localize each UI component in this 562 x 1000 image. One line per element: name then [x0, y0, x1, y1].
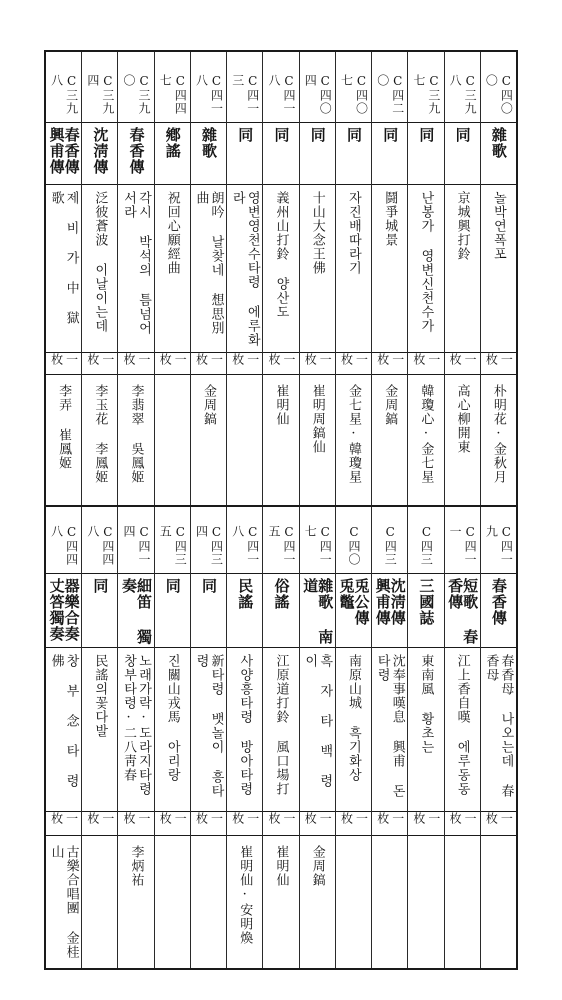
- record-quantity: 一枚: [266, 812, 296, 825]
- row-divider: [227, 184, 262, 185]
- row-divider: [408, 184, 443, 185]
- record-code: C四〇: [346, 525, 361, 566]
- row-divider: [336, 184, 371, 185]
- row-divider: [46, 835, 81, 836]
- record-title: 雜歌: [489, 127, 508, 159]
- record-performers: 朴明花·金秋月: [490, 384, 506, 484]
- record-songs: 난봉가 영변신천수가: [418, 191, 434, 333]
- row-divider: [408, 573, 443, 574]
- row-divider: [155, 122, 190, 123]
- row-divider: [227, 374, 262, 375]
- record-title: 沈淸傳: [91, 127, 110, 175]
- record-code: C四一四: [122, 525, 152, 566]
- row-divider: [445, 835, 480, 836]
- record-songs: 江上香自嘆 에루동동: [454, 654, 470, 796]
- record-songs: 창 부 念 타 령 佛: [48, 654, 79, 788]
- record-performers: [82, 837, 117, 965]
- row-divider: [191, 184, 226, 185]
- record-column: [371, 52, 407, 505]
- record-title: 同: [236, 127, 255, 143]
- record-code: C四三五: [158, 525, 188, 566]
- row-divider: [408, 835, 443, 836]
- record-code: C三九八: [49, 74, 79, 115]
- record-column: [299, 52, 335, 505]
- record-column: [444, 507, 480, 968]
- record-songs: 義州山打鈴 양산도: [273, 191, 289, 319]
- record-column: [81, 507, 117, 968]
- record-title: 春香傳 興甫傳: [47, 127, 81, 175]
- record-code: C四四八: [85, 525, 115, 566]
- record-songs: 영변영천수타령 에루화라: [229, 191, 260, 347]
- record-quantity: 一枚: [339, 353, 369, 366]
- record-code: C四一三: [230, 74, 260, 115]
- row-divider: [191, 647, 226, 648]
- row-divider: [445, 573, 480, 574]
- row-divider: [118, 835, 153, 836]
- record-performers: 金周鎬: [309, 845, 325, 887]
- row-divider: [408, 374, 443, 375]
- record-quantity: 一枚: [49, 353, 79, 366]
- record-title: 細笛 獨奏: [120, 578, 154, 645]
- row-divider: [82, 122, 117, 123]
- record-performers: 崔明周鎬仙: [309, 384, 325, 454]
- record-title: 鄕謠: [163, 127, 182, 159]
- row-divider: [191, 573, 226, 574]
- record-quantity: 一枚: [303, 353, 333, 366]
- row-divider: [481, 374, 516, 375]
- record-songs: 沈奉事嘆息 興甫 돈타령: [374, 654, 405, 798]
- record-column: [262, 52, 298, 505]
- record-column: [407, 507, 443, 968]
- record-performers: 金周鎬: [201, 384, 217, 426]
- row-divider: [155, 647, 190, 648]
- record-performers: [191, 837, 226, 965]
- record-title: 同: [200, 578, 219, 594]
- record-title: 雜歌 南道: [301, 578, 335, 645]
- row-divider: [46, 122, 81, 123]
- row-divider: [82, 835, 117, 836]
- record-code: C四二〇: [375, 74, 405, 115]
- record-column: [46, 507, 81, 968]
- record-performers: 李玉花 李鳳姬: [92, 384, 108, 484]
- record-quantity: 一枚: [411, 353, 441, 366]
- record-column: [371, 507, 407, 968]
- catalog-page: [44, 50, 518, 970]
- row-divider: [481, 184, 516, 185]
- row-divider: [191, 835, 226, 836]
- record-performers: [155, 376, 190, 504]
- row-divider: [155, 184, 190, 185]
- record-songs: 鬪爭城景: [382, 191, 398, 247]
- row-divider: [300, 374, 335, 375]
- row-divider: [445, 122, 480, 123]
- record-quantity: 一枚: [85, 353, 115, 366]
- record-quantity: 一枚: [448, 812, 478, 825]
- row-divider: [372, 374, 407, 375]
- record-songs: 진關山戎馬 아리랑: [164, 654, 180, 782]
- row-divider: [372, 122, 407, 123]
- record-performers: [408, 837, 443, 965]
- record-songs: 자진배따라기: [345, 191, 361, 275]
- record-performers: 古樂合唱團 金桂山: [48, 845, 79, 959]
- row-divider: [372, 835, 407, 836]
- record-code: C四一九: [484, 525, 514, 566]
- row-divider: [481, 835, 516, 836]
- record-quantity: 一枚: [266, 353, 296, 366]
- record-title: 同: [272, 127, 291, 143]
- row-divider: [191, 374, 226, 375]
- record-title: 同: [417, 127, 436, 143]
- row-divider: [372, 184, 407, 185]
- row-divider: [263, 374, 298, 375]
- row-divider: [445, 374, 480, 375]
- row-divider: [82, 573, 117, 574]
- record-quantity: 一枚: [411, 812, 441, 825]
- record-songs: 놀박연폭포: [490, 191, 506, 261]
- row-divider: [82, 374, 117, 375]
- row-divider: [445, 184, 480, 185]
- record-performers: [445, 837, 480, 965]
- record-songs: 사양흥타령 방아타령: [237, 654, 253, 796]
- row-divider: [300, 647, 335, 648]
- row-divider: [46, 184, 81, 185]
- record-code: C四一一: [448, 525, 478, 566]
- record-title: 器樂合奏 丈答獨奏: [47, 578, 81, 642]
- record-title: 同: [163, 578, 182, 594]
- row-divider: [155, 835, 190, 836]
- record-code: C四四八: [49, 525, 79, 566]
- record-column: [262, 507, 298, 968]
- record-code: C三九四: [85, 74, 115, 115]
- record-quantity: 一枚: [194, 812, 224, 825]
- record-title: 沈淸傳 興甫傳: [373, 578, 407, 626]
- record-title: 同: [344, 127, 363, 143]
- record-code: C四〇〇: [484, 74, 514, 115]
- record-songs: 新타령 뱃놀이 흥타령: [193, 654, 224, 798]
- record-title: 俗謠: [272, 578, 291, 610]
- record-quantity: 一枚: [484, 353, 514, 366]
- record-column: [154, 52, 190, 505]
- record-songs: 十山大念王佛: [309, 191, 325, 275]
- record-column: [335, 507, 371, 968]
- row-divider: [118, 647, 153, 648]
- record-code: C三九八: [448, 74, 478, 115]
- record-songs: 朗吟 날찾네 想思別曲: [193, 191, 224, 335]
- row-divider: [263, 835, 298, 836]
- row-divider: [263, 647, 298, 648]
- record-quantity: 一枚: [448, 353, 478, 366]
- row-divider: [336, 374, 371, 375]
- row-divider: [227, 647, 262, 648]
- row-divider: [336, 122, 371, 123]
- record-code: C四一八: [194, 74, 224, 115]
- record-songs: 江原道打鈴 風口場打: [273, 654, 289, 796]
- record-column: [81, 52, 117, 505]
- row-divider: [481, 573, 516, 574]
- record-performers: 崔明仙: [273, 384, 289, 426]
- row-divider: [336, 835, 371, 836]
- row-divider: [481, 647, 516, 648]
- record-performers: 崔明仙·安明煥: [237, 845, 253, 945]
- catalog-bottom-half: [46, 507, 516, 968]
- record-quantity: 一枚: [303, 812, 333, 825]
- record-songs: 각시 박석의 틈넘어서라: [121, 191, 152, 335]
- row-divider: [300, 835, 335, 836]
- row-divider: [372, 647, 407, 648]
- record-column: [335, 52, 371, 505]
- record-performers: [155, 837, 190, 965]
- record-column: [299, 507, 335, 968]
- row-divider: [263, 573, 298, 574]
- record-title: 同: [453, 127, 472, 143]
- record-title: 春香傳: [127, 127, 146, 175]
- record-quantity: 一枚: [158, 812, 188, 825]
- row-divider: [82, 184, 117, 185]
- record-songs: 노래가락·도라지타령 창부타령·二八靑春: [121, 654, 152, 796]
- record-quantity: 一枚: [194, 353, 224, 366]
- record-performers: 李弄 崔鳳姬: [56, 384, 72, 470]
- row-divider: [82, 647, 117, 648]
- row-divider: [118, 573, 153, 574]
- record-performers: [481, 837, 516, 965]
- record-songs: 京城興打鈴: [454, 191, 470, 261]
- record-performers: 金周鎬: [382, 384, 398, 426]
- record-performers: 韓瓊心·金七星: [418, 384, 434, 484]
- record-code: C四〇四: [303, 74, 333, 115]
- record-code: C四四七: [158, 74, 188, 115]
- record-performers: 崔明仙: [273, 845, 289, 887]
- record-code: C三九〇: [122, 74, 152, 115]
- row-divider: [445, 647, 480, 648]
- record-title: 春香傳: [489, 578, 508, 626]
- record-title: 同: [91, 578, 110, 594]
- row-divider: [300, 573, 335, 574]
- record-code: C四一七: [303, 525, 333, 566]
- record-quantity: 一枚: [122, 812, 152, 825]
- record-quantity: 一枚: [122, 353, 152, 366]
- row-divider: [336, 573, 371, 574]
- record-songs: 春香母 나오는데 春香母: [483, 654, 514, 798]
- record-quantity: 一枚: [158, 353, 188, 366]
- catalog-top-half: [46, 52, 516, 507]
- record-performers: 金七星·韓瓊星: [345, 384, 361, 484]
- record-column: [480, 52, 516, 505]
- row-divider: [263, 122, 298, 123]
- record-column: [226, 52, 262, 505]
- record-code: C三九七: [411, 74, 441, 115]
- record-column: [226, 507, 262, 968]
- row-divider: [227, 122, 262, 123]
- row-divider: [372, 573, 407, 574]
- record-code: C四三四: [194, 525, 224, 566]
- record-column: [117, 52, 153, 505]
- record-performers: [336, 837, 371, 965]
- record-title: 三國誌: [417, 578, 436, 626]
- record-title: 兎公傳 兎鼈: [337, 578, 371, 626]
- record-code: C四三: [383, 525, 398, 566]
- record-title: 短歌 春香傳: [446, 578, 480, 645]
- record-quantity: 一枚: [85, 812, 115, 825]
- record-code: C四一五: [266, 525, 296, 566]
- record-column: [480, 507, 516, 968]
- row-divider: [263, 184, 298, 185]
- record-quantity: 一枚: [230, 353, 260, 366]
- record-quantity: 一枚: [375, 353, 405, 366]
- row-divider: [155, 573, 190, 574]
- record-title: 同: [308, 127, 327, 143]
- record-quantity: 一枚: [339, 812, 369, 825]
- row-divider: [300, 122, 335, 123]
- record-performers: [227, 376, 262, 504]
- record-performers: 李炳祐: [128, 845, 144, 887]
- row-divider: [155, 374, 190, 375]
- record-songs: 泛彼蒼波 이날이는데: [92, 191, 108, 333]
- record-songs: 제 비 가 中 獄 歌: [48, 191, 79, 325]
- record-quantity: 一枚: [375, 812, 405, 825]
- record-songs: 東南風 황초는: [418, 654, 434, 754]
- record-code: C四三: [419, 525, 434, 566]
- record-title: 同: [381, 127, 400, 143]
- record-quantity: 一枚: [484, 812, 514, 825]
- record-songs: 祝回心願經曲: [164, 191, 180, 275]
- record-title: 雜歌: [200, 127, 219, 159]
- record-performers: 李翡翠 吳鳳姬: [128, 384, 144, 484]
- row-divider: [118, 184, 153, 185]
- row-divider: [408, 647, 443, 648]
- row-divider: [227, 835, 262, 836]
- record-songs: 民謠의꽃다발: [92, 654, 108, 738]
- record-code: C四一八: [266, 74, 296, 115]
- record-column: [444, 52, 480, 505]
- row-divider: [336, 647, 371, 648]
- record-column: [407, 52, 443, 505]
- record-performers: [372, 837, 407, 965]
- record-performers: 高心柳開東: [454, 384, 470, 454]
- row-divider: [227, 573, 262, 574]
- row-divider: [300, 184, 335, 185]
- record-quantity: 一枚: [230, 812, 260, 825]
- row-divider: [118, 374, 153, 375]
- record-code: C四一八: [230, 525, 260, 566]
- record-songs: 흑 자 타 백 령 이: [302, 654, 333, 788]
- row-divider: [118, 122, 153, 123]
- record-title: 民謠: [236, 578, 255, 610]
- record-songs: 南原山城 흑기화상: [345, 654, 361, 782]
- row-divider: [191, 122, 226, 123]
- row-divider: [408, 122, 443, 123]
- record-column: [46, 52, 81, 505]
- row-divider: [46, 374, 81, 375]
- record-column: [154, 507, 190, 968]
- record-quantity: 一枚: [49, 812, 79, 825]
- row-divider: [46, 573, 81, 574]
- row-divider: [481, 122, 516, 123]
- record-code: C四〇七: [339, 74, 369, 115]
- record-column: [190, 507, 226, 968]
- record-column: [190, 52, 226, 505]
- row-divider: [46, 647, 81, 648]
- record-column: [117, 507, 153, 968]
